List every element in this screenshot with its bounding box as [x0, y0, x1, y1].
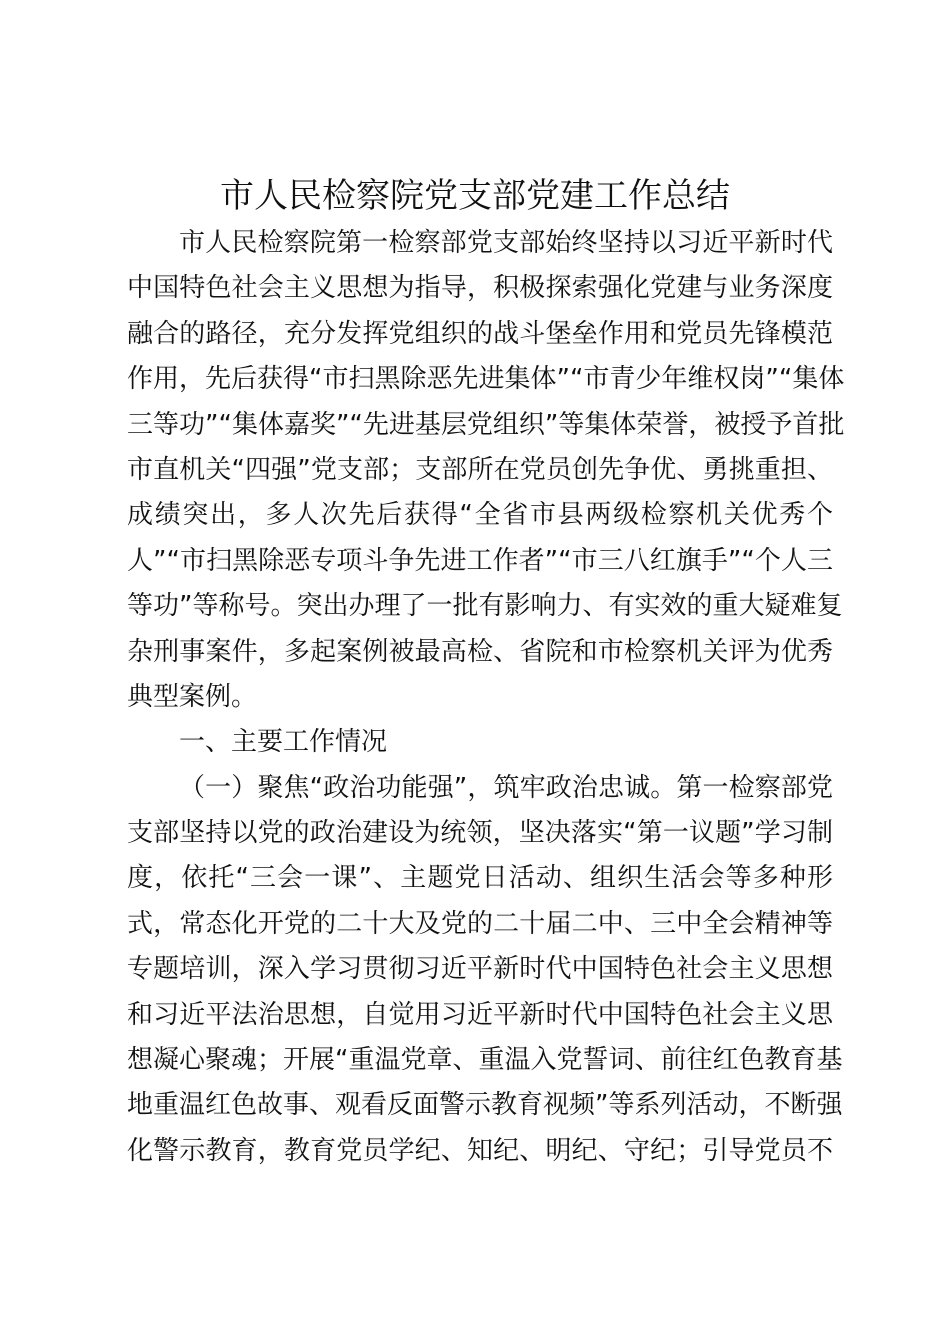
text-line: 式，常态化开党的二十大及党的二十届二中、三中全会精神等 [127, 908, 833, 939]
text-line: 支部坚持以党的政治建设为统领，坚决落实“第一议题”学习制 [127, 818, 833, 849]
text-line: 三等功”“集体嘉奖”“先进基层党组织”等集体荣誉，被授予首批 [127, 409, 845, 440]
text-line: 想凝心聚魂；开展“重温党章、重温入党誓词、前往红色教育基 [127, 1045, 843, 1076]
text-line: 化警示教育，教育党员学纪、知纪、明纪、守纪；引导党员不 [127, 1135, 833, 1166]
text-line: 典型案例。 [127, 681, 258, 712]
text-line: 度，依托“三会一课”、主题党日活动、组织生活会等多种形 [127, 863, 833, 894]
text-line: 市人民检察院第一检察部党支部始终坚持以习近平新时代 [179, 228, 833, 258]
text-line: 杂刑事案件，多起案例被最高检、省院和市检察机关评为优秀 [127, 636, 833, 667]
text-line: 市直机关“四强”党支部；支部所在党员创先争优、勇挑重担、 [127, 454, 833, 485]
text-line: （一）聚焦“政治功能强”，筑牢政治忠诚。第一检察部党 [179, 772, 833, 803]
text-line: 专题培训，深入学习贯彻习近平新时代中国特色社会主义思想 [127, 954, 833, 985]
document-title: 市人民检察院党支部党建工作总结 [220, 176, 730, 216]
document-body [127, 221, 845, 1174]
text-line: 中国特色社会主义思想为指导，积极探索强化党建与业务深度 [127, 273, 833, 304]
text-line: 作用，先后获得“市扫黑除恶先进集体”“市青少年维权岗”“集体 [127, 364, 845, 395]
text-line: 一、主要工作情况 [179, 727, 388, 758]
text-line: 地重温红色故事、观看反面警示教育视频”等系列活动，不断强 [127, 1090, 843, 1121]
text-line: 融合的路径，充分发挥党组织的战斗堡垒作用和党员先锋模范 [127, 318, 833, 349]
text-line: 和习近平法治思想，自觉用习近平新时代中国特色社会主义思 [127, 999, 833, 1030]
text-line: 成绩突出，多人次先后获得“全省市县两级检察机关优秀个 [127, 500, 833, 531]
text-line: 等功”等称号。突出办理了一批有影响力、有实效的重大疑难复 [127, 591, 843, 622]
text-line: 人”“市扫黑除恶专项斗争先进工作者”“市三八红旗手”“个人三 [127, 545, 833, 576]
